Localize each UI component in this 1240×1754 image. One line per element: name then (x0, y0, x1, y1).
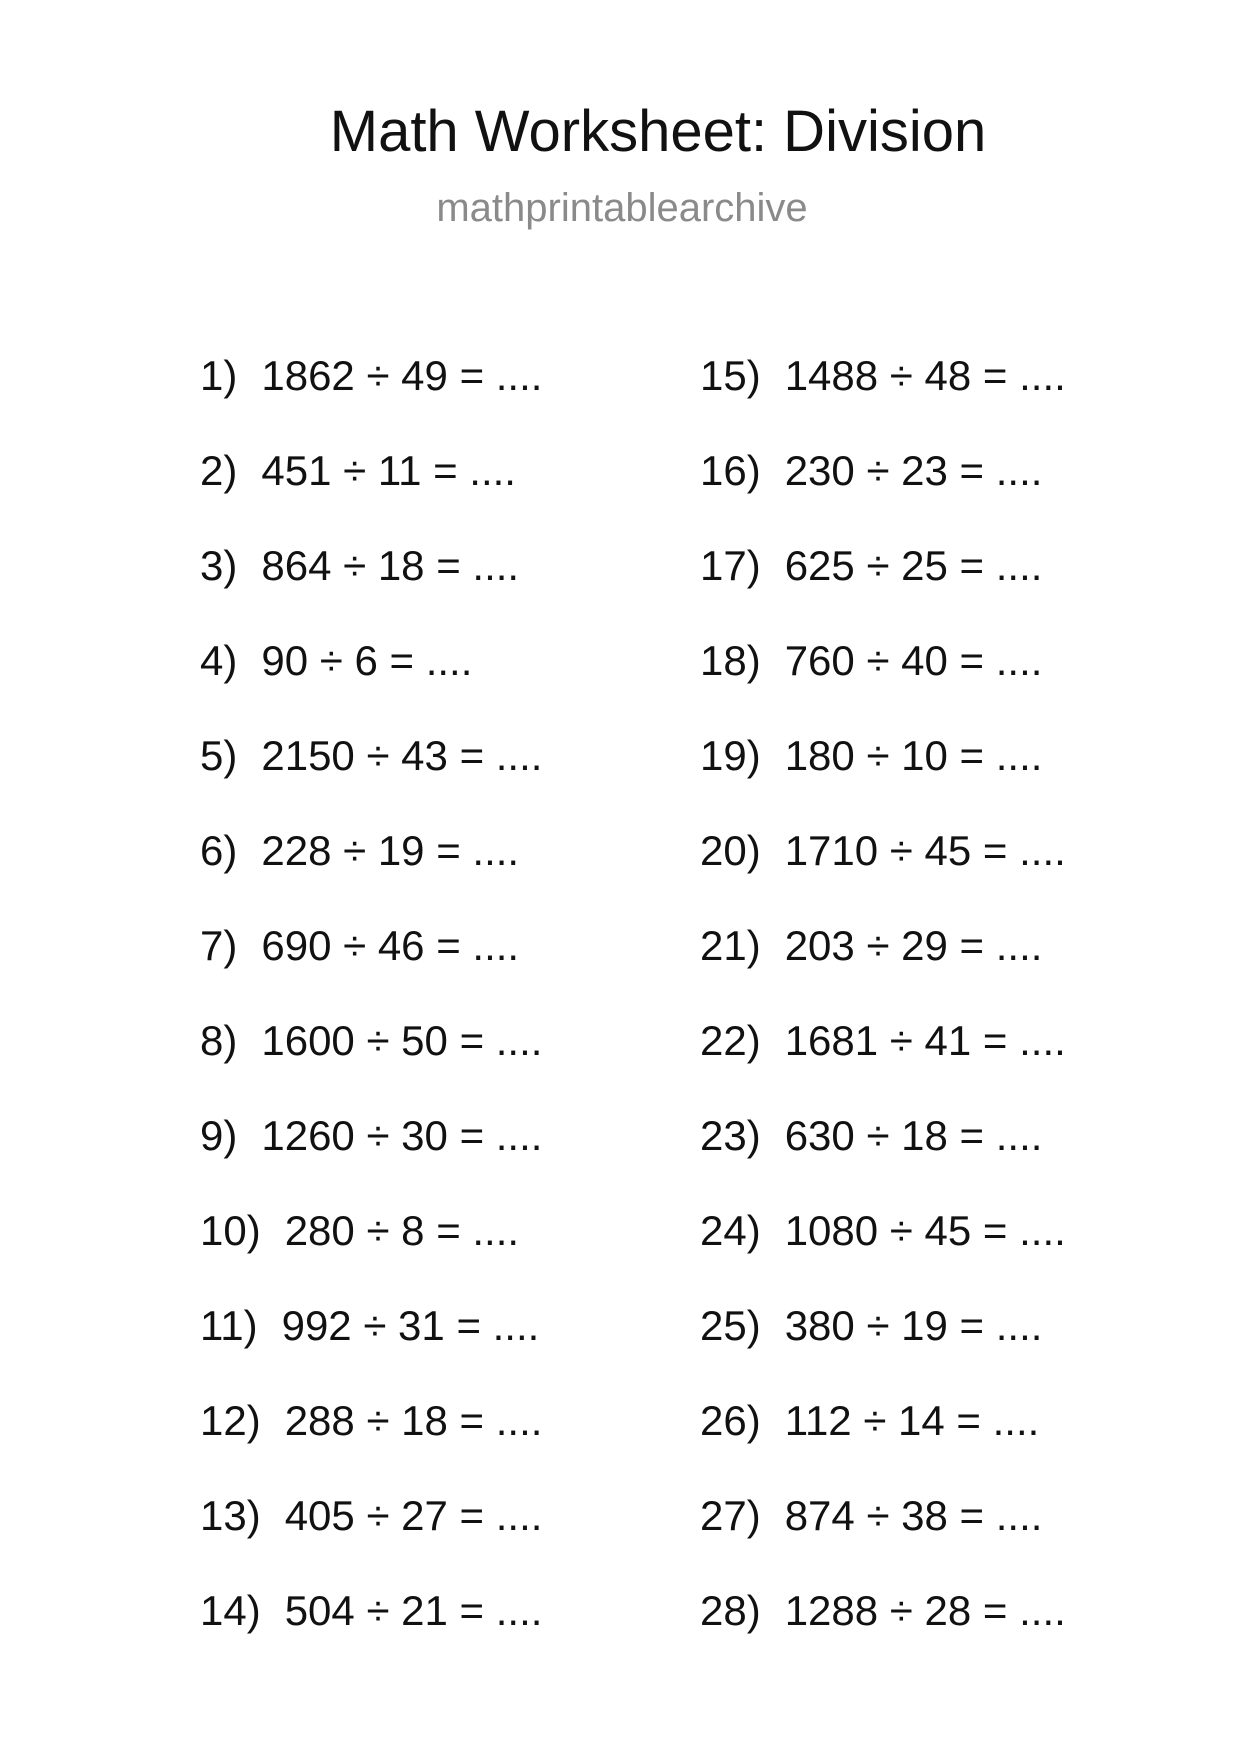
problem-item (200, 1011, 542, 1106)
problem-number: 10) (200, 1207, 261, 1254)
problem-item (200, 916, 542, 1011)
problem-item (200, 346, 542, 441)
problem-number: 11) (200, 1302, 258, 1349)
problem-item (200, 726, 542, 821)
problem-item (200, 821, 542, 916)
problem-item (200, 631, 542, 726)
problem-item (200, 1106, 542, 1201)
problem-item (700, 821, 1066, 916)
problem-item (700, 1391, 1066, 1486)
problem-item (700, 536, 1066, 631)
problem-number: 15) (700, 352, 761, 399)
problem-number: 5) (200, 732, 238, 779)
problem-expression: 1488 ÷ 48 = .... (784, 352, 1066, 399)
problem-number: 2) (200, 447, 238, 494)
problem-expression: 228 ÷ 19 = .... (261, 827, 520, 874)
problem-item (700, 1011, 1066, 1106)
problem-expression: 874 ÷ 38 = .... (784, 1492, 1043, 1539)
problem-number: 4) (200, 637, 238, 684)
problem-expression: 760 ÷ 40 = .... (784, 637, 1043, 684)
problem-expression: 1080 ÷ 45 = .... (784, 1207, 1066, 1254)
problem-item (700, 726, 1066, 821)
problem-item (700, 441, 1066, 536)
problem-item (200, 1581, 542, 1676)
problem-expression: 405 ÷ 27 = .... (284, 1492, 543, 1539)
problem-item (700, 1296, 1066, 1391)
page-title: Math Worksheet: Division (329, 99, 987, 164)
problem-expression: 1681 ÷ 41 = .... (784, 1017, 1066, 1064)
problem-number: 8) (200, 1017, 238, 1064)
problem-number: 27) (700, 1492, 761, 1539)
problem-expression: 112 ÷ 14 = .... (784, 1397, 1040, 1444)
problem-number: 12) (200, 1397, 261, 1444)
problem-expression: 630 ÷ 18 = .... (784, 1112, 1043, 1159)
problem-item (700, 1201, 1066, 1296)
problem-expression: 1260 ÷ 30 = .... (261, 1112, 543, 1159)
problem-expression: 230 ÷ 23 = .... (784, 447, 1043, 494)
problem-expression: 1288 ÷ 28 = .... (784, 1587, 1066, 1634)
problem-number: 18) (700, 637, 761, 684)
problem-number: 7) (200, 922, 238, 969)
problem-item (700, 1106, 1066, 1201)
problem-number: 28) (700, 1587, 761, 1634)
problem-expression: 1862 ÷ 49 = .... (261, 352, 543, 399)
problem-number: 3) (200, 542, 238, 589)
problem-number: 25) (700, 1302, 761, 1349)
problem-item (700, 1581, 1066, 1676)
problem-expression: 380 ÷ 19 = .... (784, 1302, 1043, 1349)
problem-number: 16) (700, 447, 761, 494)
problem-expression: 1600 ÷ 50 = .... (261, 1017, 543, 1064)
problem-item (200, 1391, 542, 1486)
problem-number: 20) (700, 827, 761, 874)
problem-column-left (200, 346, 542, 1676)
problem-number: 19) (700, 732, 761, 779)
problem-number: 23) (700, 1112, 761, 1159)
problem-item (700, 631, 1066, 726)
problem-number: 1) (200, 352, 238, 399)
problem-item (200, 1201, 542, 1296)
problem-expression: 180 ÷ 10 = .... (784, 732, 1043, 779)
problem-item (200, 1486, 542, 1581)
problem-expression: 992 ÷ 31 = .... (281, 1302, 540, 1349)
problem-number: 26) (700, 1397, 761, 1444)
problem-number: 14) (200, 1587, 261, 1634)
problem-expression: 203 ÷ 29 = .... (784, 922, 1043, 969)
problem-item (700, 1486, 1066, 1581)
problem-item (700, 916, 1066, 1011)
problem-expression: 1710 ÷ 45 = .... (784, 827, 1066, 874)
problem-expression: 690 ÷ 46 = .... (261, 922, 520, 969)
problem-item (700, 346, 1066, 441)
problem-expression: 504 ÷ 21 = .... (284, 1587, 543, 1634)
problem-number: 17) (700, 542, 761, 589)
problem-number: 6) (200, 827, 238, 874)
problem-item (200, 441, 542, 536)
page-subtitle: mathprintablearchive (436, 186, 808, 230)
problem-number: 21) (700, 922, 761, 969)
problem-item (200, 1296, 542, 1391)
problem-number: 9) (200, 1112, 238, 1159)
problem-expression: 625 ÷ 25 = .... (784, 542, 1043, 589)
problem-expression: 90 ÷ 6 = .... (261, 637, 473, 684)
problem-column-right (700, 346, 1066, 1676)
problem-number: 24) (700, 1207, 761, 1254)
problem-number: 22) (700, 1017, 761, 1064)
problem-item (200, 536, 542, 631)
problem-number: 13) (200, 1492, 261, 1539)
problem-expression: 280 ÷ 8 = .... (284, 1207, 520, 1254)
problem-expression: 864 ÷ 18 = .... (261, 542, 520, 589)
problem-expression: 288 ÷ 18 = .... (284, 1397, 543, 1444)
problem-expression: 451 ÷ 11 = .... (261, 447, 516, 494)
problem-expression: 2150 ÷ 43 = .... (261, 732, 543, 779)
